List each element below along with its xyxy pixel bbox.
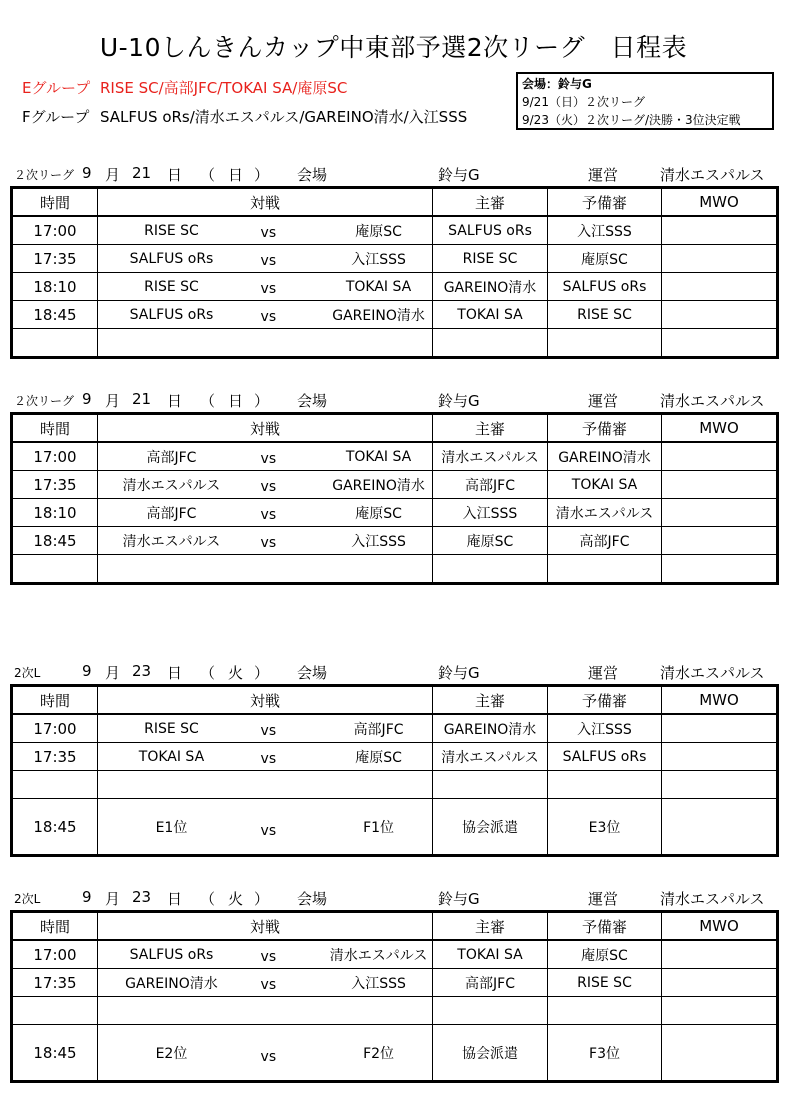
weekday-value: 日 (228, 392, 244, 410)
header-match: 対戦 (98, 686, 433, 715)
cell-time (12, 329, 98, 358)
operator-label: 運営 (588, 664, 619, 682)
day-value: 23 (132, 662, 152, 680)
cell-reserve: SALFUS oRs (548, 743, 662, 771)
table-row (12, 555, 778, 584)
match-home-team: GAREINO清水 (125, 975, 218, 992)
weekday-close: ） (254, 664, 270, 682)
table-row (12, 743, 778, 771)
cell-time: 17:35 (12, 471, 98, 499)
cell-mwo (662, 555, 778, 584)
match-away-team: 入江SSS (351, 975, 406, 992)
cell-reserve: SALFUS oRs (548, 273, 662, 301)
match-vs: vs (260, 280, 277, 297)
day-unit: 日 (167, 166, 183, 184)
cell-match (98, 442, 433, 471)
section-label: 2次L (14, 666, 41, 680)
match-away-team: F1位 (363, 819, 395, 836)
header-time: 時間 (12, 188, 98, 217)
weekday-close: ） (254, 890, 270, 908)
cell-reserve: 入江SSS (548, 216, 662, 245)
match-vs: vs (260, 308, 277, 325)
venue-box-line-2: 9/23（火）２次リーグ/決勝・3位決定戦 (522, 113, 741, 127)
match-home-team: RISE SC (144, 278, 199, 295)
cell-reserve (548, 997, 662, 1025)
day-unit: 日 (167, 392, 183, 410)
cell-match (98, 969, 433, 997)
table-header-row (12, 188, 778, 217)
cell-match (98, 527, 433, 555)
month-unit: 月 (105, 166, 121, 184)
match-home-team: 高部JFC (146, 505, 197, 522)
table-row (12, 301, 778, 329)
match-home-team: SALFUS oRs (129, 946, 214, 963)
match-away-team: 清水エスパルス (329, 947, 428, 964)
cell-time: 17:35 (12, 245, 98, 273)
cell-time (12, 555, 98, 584)
table-row (12, 273, 778, 301)
venue-value: 鈴与G (438, 392, 480, 410)
cell-match (98, 555, 433, 584)
header-time: 時間 (12, 912, 98, 941)
table-row (12, 442, 778, 471)
header-reserve: 予備審 (548, 686, 662, 715)
cell-match (98, 771, 433, 799)
table-row (12, 940, 778, 969)
cell-referee (433, 997, 548, 1025)
table-header-row (12, 912, 778, 941)
weekday-value: 日 (228, 166, 244, 184)
group-f (22, 107, 467, 136)
match-away-team: 高部JFC (353, 721, 404, 738)
cell-time (12, 997, 98, 1025)
cell-match (98, 301, 433, 329)
match-vs: vs (260, 252, 277, 269)
header-reserve: 予備審 (548, 188, 662, 217)
venue-label: 会場 (297, 890, 328, 908)
day-value: 23 (132, 888, 152, 906)
cell-reserve (548, 329, 662, 358)
table-row (12, 471, 778, 499)
month-value: 9 (82, 164, 92, 182)
venue-box-line-1: 9/21（日）２次リーグ (522, 95, 645, 109)
operator-value: 清水エスパルス (660, 664, 765, 682)
venue-box-title: 会場：鈴与G (522, 77, 592, 91)
table-row (12, 245, 778, 273)
cell-mwo (662, 471, 778, 499)
month-unit: 月 (105, 890, 121, 908)
cell-referee: TOKAI SA (433, 301, 548, 329)
table-row (12, 329, 778, 358)
cell-referee (433, 555, 548, 584)
match-away-team: F2位 (363, 1045, 395, 1062)
cell-time: 18:45 (12, 1025, 98, 1082)
venue-label: 会場 (297, 392, 328, 410)
match-home-team: 高部JFC (146, 449, 197, 466)
match-home-team: SALFUS oRs (129, 306, 214, 323)
operator-value: 清水エスパルス (660, 166, 765, 184)
cell-reserve (548, 771, 662, 799)
table-row (12, 527, 778, 555)
match-vs: vs (260, 450, 277, 467)
cell-mwo (662, 771, 778, 799)
schedule-section (10, 160, 776, 359)
match-away-team: TOKAI SA (345, 278, 412, 295)
header-referee: 主審 (433, 188, 548, 217)
header-match: 対戦 (98, 188, 433, 217)
match-home-team: E2位 (155, 1045, 188, 1062)
cell-reserve: 庵原SC (548, 940, 662, 969)
cell-referee: 清水エスパルス (433, 442, 548, 471)
table-row (12, 771, 778, 799)
weekday-close: ） (254, 392, 270, 410)
match-home-team: 清水エスパルス (122, 533, 221, 550)
cell-reserve: 清水エスパルス (548, 499, 662, 527)
cell-mwo (662, 969, 778, 997)
cell-referee (433, 329, 548, 358)
cell-referee: GAREINO清水 (433, 714, 548, 743)
match-vs: vs (260, 822, 277, 839)
day-value: 21 (132, 390, 152, 408)
cell-mwo (662, 799, 778, 856)
cell-referee: 清水エスパルス (433, 743, 548, 771)
cell-mwo (662, 301, 778, 329)
schedule-table (10, 910, 779, 1083)
cell-mwo (662, 1025, 778, 1082)
match-home-team: 清水エスパルス (122, 477, 221, 494)
day-unit: 日 (167, 664, 183, 682)
weekday-open: （ (200, 166, 216, 184)
venue-value: 鈴与G (438, 664, 480, 682)
cell-reserve: 入江SSS (548, 714, 662, 743)
section-header (10, 884, 776, 910)
cell-time: 18:10 (12, 499, 98, 527)
match-vs: vs (260, 534, 277, 551)
cell-referee: 庵原SC (433, 527, 548, 555)
header-referee: 主審 (433, 686, 548, 715)
match-away-team: TOKAI SA (345, 448, 412, 465)
header-mwo: MWO (662, 188, 778, 217)
cell-match (98, 799, 433, 856)
cell-reserve: E3位 (548, 799, 662, 856)
schedule-section (10, 884, 776, 1083)
match-away-team: GAREINO清水 (332, 307, 425, 324)
cell-time: 18:45 (12, 799, 98, 856)
group-f-label: Fグループ (22, 108, 90, 126)
match-home-team: RISE SC (144, 720, 199, 737)
operator-value: 清水エスパルス (660, 890, 765, 908)
match-away-team: GAREINO清水 (332, 477, 425, 494)
operator-label: 運営 (588, 890, 619, 908)
cell-referee: 入江SSS (433, 499, 548, 527)
match-home-team: TOKAI SA (138, 748, 205, 765)
cell-mwo (662, 329, 778, 358)
operator-value: 清水エスパルス (660, 392, 765, 410)
cell-mwo (662, 940, 778, 969)
match-away-team: 庵原SC (355, 749, 402, 766)
group-e-teams: RISE SC/高部JFC/TOKAI SA/庵原SC (100, 79, 348, 97)
cell-time: 17:00 (12, 714, 98, 743)
venue-value: 鈴与G (438, 890, 480, 908)
table-row (12, 799, 778, 856)
venue-label: 会場 (297, 664, 328, 682)
section-header (10, 160, 776, 186)
table-header-row (12, 414, 778, 443)
schedule-table (10, 684, 779, 857)
month-unit: 月 (105, 392, 121, 410)
group-e (22, 78, 467, 107)
group-list (22, 78, 467, 136)
table-row (12, 216, 778, 245)
cell-referee: TOKAI SA (433, 940, 548, 969)
cell-match (98, 940, 433, 969)
match-vs: vs (260, 224, 277, 241)
table-header-row (12, 686, 778, 715)
match-vs: vs (260, 948, 277, 965)
match-vs: vs (260, 1048, 277, 1065)
table-row (12, 997, 778, 1025)
match-home-team: E1位 (155, 819, 188, 836)
weekday-open: （ (200, 392, 216, 410)
cell-referee: 協会派遣 (433, 799, 548, 856)
cell-match (98, 245, 433, 273)
cell-reserve: 庵原SC (548, 245, 662, 273)
cell-mwo (662, 714, 778, 743)
month-value: 9 (82, 390, 92, 408)
cell-mwo (662, 527, 778, 555)
weekday-value: 火 (228, 890, 244, 908)
header-referee: 主審 (433, 414, 548, 443)
header-match: 対戦 (98, 414, 433, 443)
cell-reserve (548, 555, 662, 584)
cell-time: 18:45 (12, 527, 98, 555)
operator-label: 運営 (588, 392, 619, 410)
cell-match (98, 997, 433, 1025)
cell-match (98, 471, 433, 499)
section-label: ２次リーグ (14, 168, 75, 182)
day-value: 21 (132, 164, 152, 182)
match-away-team: 入江SSS (351, 251, 406, 268)
header-time: 時間 (12, 686, 98, 715)
day-unit: 日 (167, 890, 183, 908)
cell-mwo (662, 442, 778, 471)
cell-time: 18:10 (12, 273, 98, 301)
page-title: U-10しんきんカップ中東部予選2次リーグ 日程表 (99, 33, 688, 62)
cell-mwo (662, 245, 778, 273)
cell-reserve: F3位 (548, 1025, 662, 1082)
venue-info-box (516, 72, 774, 130)
cell-time: 17:35 (12, 969, 98, 997)
cell-reserve: 高部JFC (548, 527, 662, 555)
cell-match (98, 743, 433, 771)
cell-time: 17:00 (12, 442, 98, 471)
header-reserve: 予備審 (548, 414, 662, 443)
weekday-close: ） (254, 166, 270, 184)
cell-match (98, 216, 433, 245)
header-mwo: MWO (662, 686, 778, 715)
table-row (12, 499, 778, 527)
schedule-table (10, 412, 779, 585)
header-match: 対戦 (98, 912, 433, 941)
match-away-team: 庵原SC (355, 223, 402, 240)
section-header (10, 386, 776, 412)
cell-referee: 高部JFC (433, 969, 548, 997)
header-mwo: MWO (662, 912, 778, 941)
schedule-table (10, 186, 779, 359)
cell-mwo (662, 499, 778, 527)
table-row (12, 969, 778, 997)
cell-referee: 協会派遣 (433, 1025, 548, 1082)
cell-time: 17:00 (12, 940, 98, 969)
cell-reserve: TOKAI SA (548, 471, 662, 499)
cell-match (98, 499, 433, 527)
match-vs: vs (260, 722, 277, 739)
header-time: 時間 (12, 414, 98, 443)
cell-time (12, 771, 98, 799)
venue-value: 鈴与G (438, 166, 480, 184)
group-f-teams: SALFUS oRs/清水エスパルス/GAREINO清水/入江SSS (100, 108, 468, 126)
match-vs: vs (260, 506, 277, 523)
cell-reserve: RISE SC (548, 301, 662, 329)
operator-label: 運営 (588, 166, 619, 184)
schedule-section (10, 386, 776, 585)
match-away-team: 入江SSS (351, 533, 406, 550)
month-value: 9 (82, 662, 92, 680)
month-value: 9 (82, 888, 92, 906)
header-reserve: 予備審 (548, 912, 662, 941)
cell-reserve: GAREINO清水 (548, 442, 662, 471)
cell-match (98, 1025, 433, 1082)
match-vs: vs (260, 750, 277, 767)
cell-mwo (662, 216, 778, 245)
cell-time: 17:35 (12, 743, 98, 771)
cell-referee: SALFUS oRs (433, 216, 548, 245)
cell-mwo (662, 997, 778, 1025)
match-vs: vs (260, 478, 277, 495)
match-away-team: 庵原SC (355, 505, 402, 522)
cell-referee (433, 771, 548, 799)
cell-match (98, 714, 433, 743)
weekday-value: 火 (228, 664, 244, 682)
group-e-label: Eグループ (22, 79, 91, 97)
venue-label: 会場 (297, 166, 328, 184)
table-row (12, 1025, 778, 1082)
weekday-open: （ (200, 890, 216, 908)
cell-time: 17:00 (12, 216, 98, 245)
match-home-team: SALFUS oRs (129, 250, 214, 267)
cell-referee: 高部JFC (433, 471, 548, 499)
cell-reserve: RISE SC (548, 969, 662, 997)
table-row (12, 714, 778, 743)
cell-match (98, 273, 433, 301)
month-unit: 月 (105, 664, 121, 682)
cell-referee: RISE SC (433, 245, 548, 273)
cell-time: 18:45 (12, 301, 98, 329)
section-header (10, 658, 776, 684)
header-mwo: MWO (662, 414, 778, 443)
cell-referee: GAREINO清水 (433, 273, 548, 301)
cell-match (98, 329, 433, 358)
match-vs: vs (260, 976, 277, 993)
section-label: 2次L (14, 892, 41, 906)
match-home-team: RISE SC (144, 222, 199, 239)
cell-mwo (662, 743, 778, 771)
header-referee: 主審 (433, 912, 548, 941)
cell-mwo (662, 273, 778, 301)
weekday-open: （ (200, 664, 216, 682)
schedule-section (10, 658, 776, 857)
section-label: ２次リーグ (14, 394, 75, 408)
